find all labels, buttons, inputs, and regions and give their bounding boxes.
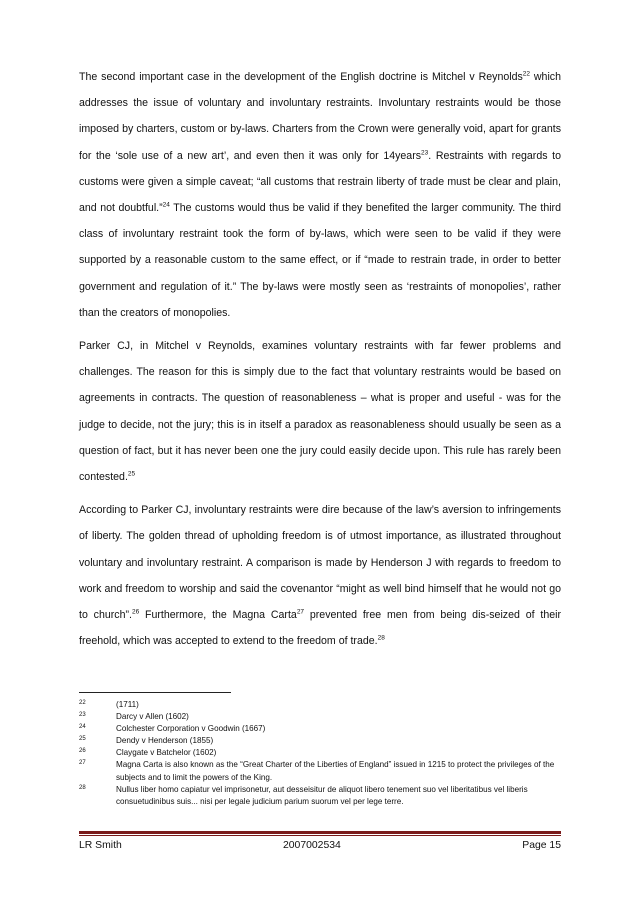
paragraph-text: . Restraints with regards to customs were given a simple caveat; “all customs that restrain liberty of trade must be clear and plain, and not doubtful.” — [79, 149, 561, 215]
paragraph-text: The customs would thus be valid if they benefited the larger community. The third class of involuntary restraint took the form of by-laws, which were seen to be valid if they were supported by a reasonable custom to the same effect, or if “made to restrain trade, in order to better government and regulation of it.” The by-laws were mostly seen as ‘restraints of monopolies’, rather than the creators of monopolies. — [79, 202, 561, 319]
footnote-reference: 28 — [377, 634, 385, 642]
footer-rule-thin — [79, 835, 561, 836]
footnote-text: Colchester Corporation v Goodwin (1667) — [116, 724, 266, 734]
paragraph — [79, 64, 561, 326]
footnote-number: 23 — [79, 712, 86, 719]
paragraph-text: prevented free men from being dis-seized of their freehold, which was accepted to extend to the freedom of trade. — [79, 609, 562, 648]
footnote-text: Darcy v Allen (1602) — [116, 712, 189, 722]
footnote-text: Claygate v Batchelor (1602) — [116, 748, 217, 758]
footnotes — [79, 699, 563, 808]
footnote-reference: 23 — [421, 149, 429, 157]
footer-page-number: Page 15 — [522, 840, 561, 851]
footnote — [79, 735, 563, 747]
paragraph-text: Furthermore, the Magna Carta — [139, 609, 297, 622]
footnote-text: Magna Carta is also known as the “Great Charter of the Liberties of England” issued in 1215 to protect the privileges of the subjects and to limit the powers of the King. — [116, 760, 555, 782]
footnote-separator — [79, 692, 231, 693]
footer-student-number: 2007002534 — [283, 840, 341, 851]
footnote-text: (1711) — [116, 700, 139, 709]
footnote — [79, 711, 563, 723]
footnote-number: 22 — [79, 700, 86, 706]
paragraph-text: which addresses the issue of voluntary and involuntary restraints. Involuntary restraints would be those imposed by charters, custom or by-laws. Charters from the Crown were generally void, apart for grants for the ‘sole use of a new art’, and even then it was only for 14years — [79, 71, 561, 162]
footnote-number: 24 — [79, 724, 86, 731]
footnote-number: 27 — [79, 760, 86, 767]
footnote-reference: 22 — [522, 70, 531, 78]
footnote-number: 25 — [79, 736, 86, 743]
footnote — [79, 723, 563, 735]
footnote — [79, 759, 563, 783]
footnote-reference: 26 — [131, 608, 140, 616]
footnote — [79, 747, 563, 759]
paragraph-text: Parker CJ, in Mitchel v Reynolds, examines voluntary restraints with far fewer problems and challenges. The reason for this is simply due to the fact that voluntary restraints would be based on agreements in contracts. The question of reasonableness – what is proper and useful - was for the judge to decide, not the jury; this is in itself a paradox as reasonableness should usually be seen as a question of fact, but it has never been one the jury could easily decide upon. This rule has rarely been contested. — [79, 340, 561, 484]
footnote-text: Dendy v Henderson (1855) — [116, 736, 214, 746]
footnote-reference: 27 — [296, 608, 305, 616]
footnote — [79, 784, 563, 808]
footnote-reference: 24 — [162, 201, 170, 209]
paragraph-text: According to Parker CJ, involuntary restraints were dire because of the law’s aversion to infringements of liberty. The golden thread of upholding freedom is of utmost importance, as illustrated throughout voluntary and involuntary restraint. A comparison is made by Henderson J with regards to freedom to work and freedom to worship and said the covenantor “might as well bind himself that he would not go to church”. — [79, 504, 561, 622]
paragraph — [79, 497, 561, 654]
footnote-reference: 25 — [127, 470, 136, 478]
paragraph-text: The second important case in the development of the English doctrine is Mitchel v Reynolds — [79, 71, 523, 83]
footer-rule-thick — [79, 831, 561, 834]
footnote-number: 26 — [79, 748, 86, 755]
footnote-text: Nullus liber homo capiatur vel imprisonetur, aut desseisitur de aliquot libero tenement suo vel liberitatibus vel liberis consuetudinibus suis... nisi per legale judicium parium suorum vel per lege terre. — [116, 784, 528, 806]
body-text — [79, 64, 561, 661]
footnote-number: 28 — [79, 784, 86, 791]
footnote — [79, 699, 563, 711]
footer-author: LR Smith — [79, 840, 122, 851]
paragraph — [79, 333, 561, 490]
